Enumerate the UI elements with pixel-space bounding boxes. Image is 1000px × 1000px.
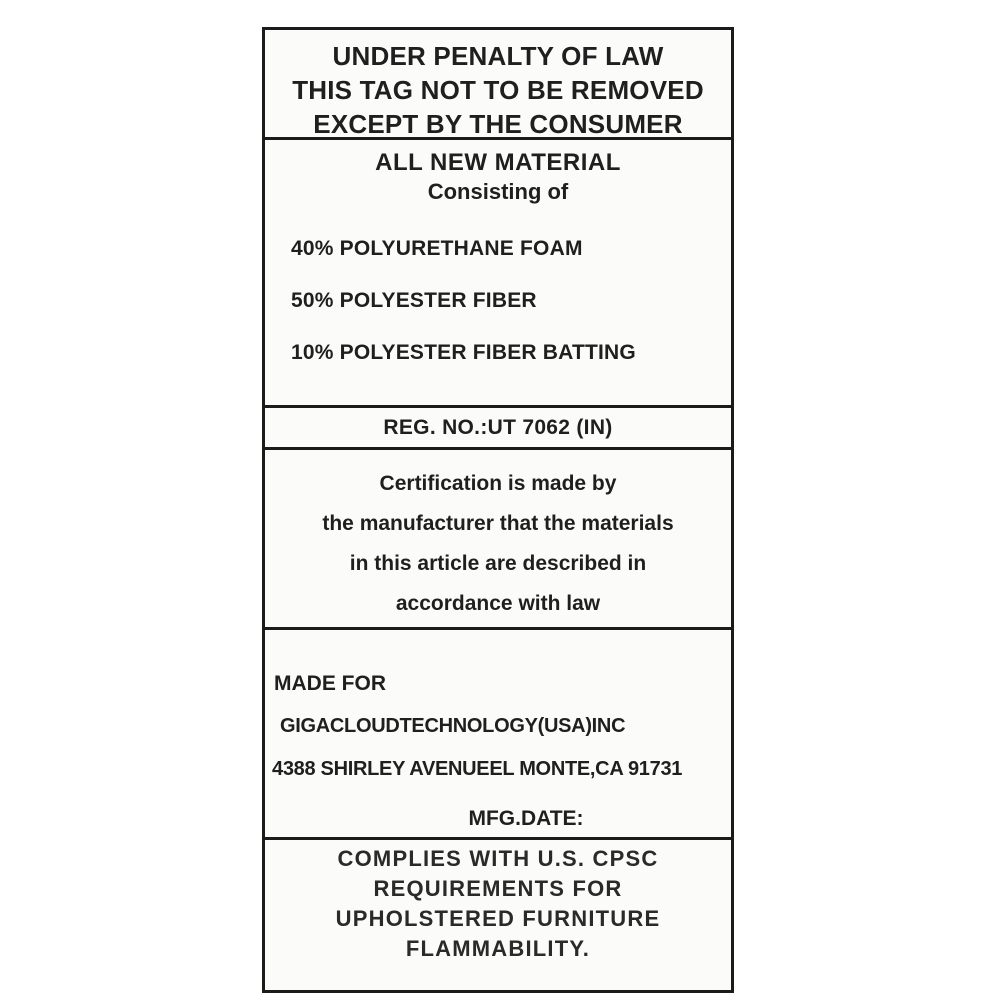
- compliance-section: [265, 840, 731, 990]
- compliance-line-1: COMPLIES WITH U.S. CPSC: [337, 846, 659, 871]
- material-item-polyester-fiber-batting: 10% POLYESTER FIBER BATTING: [291, 341, 636, 364]
- made-for-company: GIGACLOUDTECHNOLOGY(USA)INC: [280, 715, 626, 737]
- compliance-line-4: FLAMMABILITY.: [405, 936, 591, 961]
- materials-subtitle: Consisting of: [427, 179, 569, 204]
- certification-line-1: Certification is made by: [379, 472, 617, 495]
- certification-line-2: the manufacturer that the materials: [322, 512, 674, 535]
- material-item-polyester-fiber: 50% POLYESTER FIBER: [291, 289, 537, 312]
- certification-line-3: in this article are described in: [349, 552, 647, 575]
- penalty-warning-section: [265, 30, 731, 140]
- materials-list: [265, 238, 731, 364]
- made-for-address: 4388 SHIRLEY AVENUEEL MONTE,CA 91731: [272, 758, 683, 780]
- made-for-label: MADE FOR: [274, 672, 386, 695]
- reg-no-section: [265, 408, 731, 450]
- compliance-line-3: UPHOLSTERED FURNITURE: [335, 906, 661, 931]
- law-label-tag: [262, 27, 734, 993]
- certification-line-4: accordance with law: [395, 592, 601, 615]
- penalty-warning-line-2: THIS TAG NOT TO BE REMOVED: [292, 75, 704, 105]
- certification-section: [265, 450, 731, 630]
- made-for-section: [265, 630, 731, 840]
- materials-title: ALL NEW MATERIAL: [375, 149, 621, 176]
- materials-section: [265, 140, 731, 408]
- compliance-line-2: REQUIREMENTS FOR: [373, 876, 623, 901]
- penalty-warning-line-3: EXCEPT BY THE CONSUMER: [313, 109, 683, 139]
- material-item-polyurethane-foam: 40% POLYURETHANE FOAM: [291, 237, 583, 260]
- mfg-date-label: MFG.DATE:: [468, 807, 584, 830]
- penalty-warning-line-1: UNDER PENALTY OF LAW: [332, 41, 664, 71]
- reg-no-value: REG. NO.:UT 7062 (IN): [383, 415, 613, 439]
